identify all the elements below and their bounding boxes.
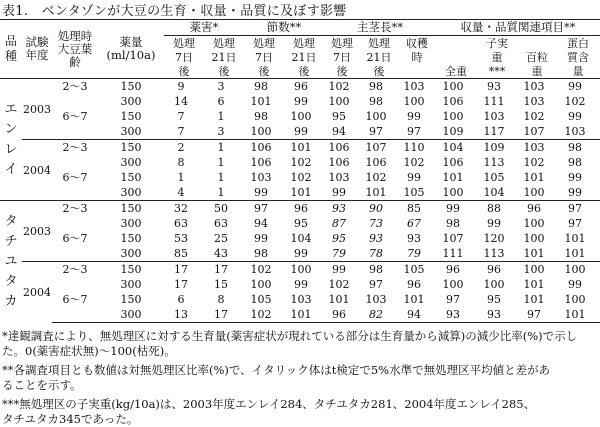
value-cell: 93 [436,307,476,323]
value-cell: 100 [328,95,350,108]
value-cell: 97 [407,125,421,138]
stage-cell: 6～7 [62,171,88,184]
value-cell: 50 [204,201,244,217]
value-cell: 8 [217,293,225,306]
value-cell: 106 [324,140,360,156]
value-cell: 109 [442,125,464,138]
value-cell: 99 [407,110,421,123]
value-cell: 100 [250,278,272,291]
value-cell: 79 [407,247,421,260]
year-cell: 2004 [22,262,52,323]
value-cell: 105 [250,293,272,306]
value-cell: 93 [476,79,518,95]
value-cell: 102 [290,156,312,169]
value-cell: 79 [332,247,346,260]
footnote-1a: *達観調査により、無処理区に対する生育量(薬害症状が現れている部分は生育量から減算)の減少比率(%)で示し [2,329,578,343]
value-cell: 105 [398,262,436,278]
header-seed-l3: *** [476,64,518,79]
value-cell: 93 [407,232,421,245]
value-cell: 100 [442,186,464,199]
value-cell: 106 [244,140,284,156]
value-cell: 100 [518,262,556,278]
value-cell: 95 [332,110,346,123]
value-cell: 100 [523,232,545,245]
value-cell: 102 [523,110,545,123]
dose-cell: 150 [120,293,142,306]
value-cell: 97 [446,293,461,306]
value-cell: 95 [487,293,502,306]
value-cell: 100 [403,95,425,108]
table-row [0,185,600,201]
value-cell: 9 [164,79,204,95]
value-cell: 13 [164,307,204,323]
header-damage-7d-l3: 後 [164,64,204,79]
variety-cell: エンレイ [0,79,22,201]
value-cell: 111 [442,247,464,260]
value-cell: 8 [177,156,185,169]
value-cell: 100 [250,125,272,138]
value-cell: 101 [250,95,272,108]
footnote-3b: タチユタカ345であった。 [2,412,139,426]
value-cell: 100 [564,293,586,306]
value-cell: 103 [250,171,272,184]
header-nodes-group: 節数** [244,20,324,36]
value-cell: 107 [442,232,464,245]
value-cell: 103 [483,110,505,123]
stage-cell: 6～7 [62,110,88,123]
value-cell: 87 [332,217,346,230]
value-cell: 113 [483,247,505,260]
value-cell: 100 [284,262,324,278]
value-cell: 98 [244,79,284,95]
value-cell: 85 [174,247,188,260]
value-cell: 7 [177,110,185,123]
header-protein-l1: 蛋白 [567,36,590,50]
value-cell: 99 [294,95,308,108]
value-cell: 95 [294,217,308,230]
value-cell: 103 [398,79,436,95]
value-cell: 99 [568,186,583,199]
header-stem-harvest-l2: 時 [411,50,423,64]
value-cell: 106 [328,156,350,169]
value-cell: 102 [403,156,425,169]
header-seed-l2: 重 [491,50,503,64]
value-cell: 107 [523,125,545,138]
value-cell: 97 [369,125,383,138]
value-cell: 98 [446,217,461,230]
value-cell: 100 [436,79,476,95]
dose-cell: 300 [120,247,142,260]
table-row [0,277,600,292]
value-cell: 53 [174,232,188,245]
value-cell: 17 [204,262,244,278]
header-nodes-21d-l1: 処理 [293,36,315,50]
value-cell: 67 [407,217,421,230]
header-yield-group: 収量・品質関連項目** [436,20,600,36]
value-cell: 113 [483,156,505,169]
value-cell: 99 [487,217,502,230]
value-cell: 101 [365,186,387,199]
dose-cell: 150 [98,140,164,156]
value-cell: 100 [523,217,545,230]
header-protein-l3: 量 [556,64,600,79]
value-cell: 106 [442,95,464,108]
header-nodes-7d-l2: 7日 [255,50,273,64]
value-cell: 96 [436,262,476,278]
stage-cell [52,307,98,323]
dose-cell: 150 [98,262,164,278]
value-cell: 100 [290,110,312,123]
value-cell: 109 [476,140,518,156]
stage-cell: 6～7 [62,293,88,306]
value-cell: 103 [328,171,350,184]
value-cell: 97 [556,201,600,217]
value-cell: 63 [214,217,228,230]
header-hundred-l1: 百粒 [526,50,549,64]
value-cell: 97 [568,217,583,230]
value-cell: 102 [324,79,360,95]
value-cell: 106 [250,156,272,169]
header-damage-7d-l1: 処理 [173,36,195,50]
value-cell: 3 [217,125,225,138]
value-cell: 102 [523,156,545,169]
value-cell: 63 [174,217,188,230]
value-cell: 106 [442,156,464,169]
value-cell: 99 [568,171,583,184]
value-cell: 103 [365,293,387,306]
value-cell: 82 [360,307,398,323]
header-nodes-7d-l1: 処理 [253,36,275,50]
table-row [0,155,600,170]
value-cell: 93 [369,232,383,245]
table-row [0,307,600,323]
table-row [0,79,600,95]
dose-cell: 150 [98,201,164,217]
table-row [0,216,600,231]
value-cell: 100 [483,278,505,291]
value-cell: 88 [476,201,518,217]
header-stem-21d-l1: 処理 [368,36,390,50]
value-cell: 96 [476,262,518,278]
header-nodes-21d-l3: 後 [284,64,324,79]
year-cell: 2004 [22,140,52,201]
value-cell: 98 [360,262,398,278]
value-cell: 101 [523,278,545,291]
table-row [0,140,600,156]
dose-cell: 300 [120,95,142,108]
value-cell: 99 [294,125,308,138]
value-cell: 99 [254,232,268,245]
value-cell: 100 [365,110,387,123]
value-cell: 96 [284,201,324,217]
value-cell: 97 [244,201,284,217]
value-cell: 96 [324,307,360,323]
value-cell: 103 [523,95,545,108]
value-cell: 102 [328,278,350,291]
value-cell: 17 [164,262,204,278]
dose-cell: 150 [120,110,142,123]
value-cell: 101 [556,307,600,323]
dose-cell: 300 [120,156,142,169]
value-cell: 111 [483,95,505,108]
results-table [0,19,600,323]
stage-cell: 2～3 [52,201,98,217]
value-cell: 78 [369,247,383,260]
value-cell: 17 [204,307,244,323]
value-cell: 97 [518,307,556,323]
value-cell: 101 [403,293,425,306]
header-stem-7d-l3: 後 [324,64,360,79]
value-cell: 101 [328,293,350,306]
value-cell: 96 [518,201,556,217]
value-cell: 7 [177,125,185,138]
dose-cell: 150 [120,232,142,245]
value-cell: 99 [254,186,268,199]
stage-cell [52,124,98,140]
value-cell: 1 [217,171,225,184]
value-cell: 105 [403,186,425,199]
value-cell: 99 [568,278,583,291]
value-cell: 98 [556,140,600,156]
value-cell: 97 [369,278,383,291]
year-cell: 2003 [22,79,52,140]
value-cell: 101 [290,186,312,199]
header-whole: 全重 [436,64,476,79]
value-cell: 101 [442,171,464,184]
value-cell: 96 [284,79,324,95]
footnote-3a: ***無処理区の子実重(kg/10a)は、2003年度エンレイ284、タチユタカ281、2004年度エンレイ285、 [2,397,536,411]
value-cell: 103 [290,293,312,306]
value-cell: 1 [217,186,225,199]
value-cell: 105 [483,171,505,184]
header-stem-group: 主茎長** [324,20,436,36]
footnote-2a: **各調査項目とも数値は対無処理区比率(%)で、イタリック体はt検定で5%水準で無処理区平均値と差があ [2,363,551,377]
value-cell: 103 [518,140,556,156]
header-dose: 薬量 (ml/10a) [98,20,164,79]
table-row [0,109,600,124]
value-cell: 101 [284,140,324,156]
value-cell: 100 [556,262,600,278]
dose-cell: 150 [98,79,164,95]
value-cell: 106 [365,156,387,169]
value-cell: 32 [164,201,204,217]
value-cell: 4 [177,186,185,199]
value-cell: 99 [332,186,346,199]
value-cell: 98 [254,110,268,123]
value-cell: 107 [360,140,398,156]
value-cell: 101 [564,232,586,245]
header-hundred-l2: 重 [518,64,556,79]
dose-cell: 300 [120,186,142,199]
value-cell: 99 [294,278,308,291]
value-cell: 43 [214,247,228,260]
value-cell: 110 [398,140,436,156]
value-cell: 99 [568,110,583,123]
value-cell: 1 [217,110,225,123]
value-cell: 6 [217,95,225,108]
stage-cell [52,94,98,109]
stage-cell [52,216,98,231]
value-cell: 1 [204,140,244,156]
value-cell: 73 [369,217,383,230]
table-row [0,201,600,217]
stage-cell [52,155,98,170]
stage-cell: 2～3 [52,79,98,95]
value-cell: 102 [564,95,586,108]
value-cell: 1 [177,171,185,184]
value-cell: 93 [476,307,518,323]
value-cell: 99 [324,262,360,278]
header-stem-7d-l1: 処理 [331,36,353,50]
header-damage-21d-l1: 処理 [213,36,235,50]
table-row [0,124,600,140]
value-cell: 25 [214,232,228,245]
header-year: 試験 年度 [22,20,52,79]
stage-cell: 2～3 [52,262,98,278]
value-cell: 117 [483,125,505,138]
value-cell: 17 [174,278,188,291]
value-cell: 102 [244,307,284,323]
value-cell: 104 [436,140,476,156]
value-cell: 3 [204,79,244,95]
header-stage: 処理時 大豆葉 齢 [52,20,98,79]
value-cell: 104 [483,186,505,199]
table-row [0,170,600,185]
value-cell: 101 [523,293,545,306]
value-cell: 1 [217,156,225,169]
table-row [0,246,600,262]
dose-cell: 300 [120,125,142,138]
value-cell: 100 [442,110,464,123]
value-cell: 94 [254,217,268,230]
value-cell: 99 [294,247,308,260]
stage-cell [52,246,98,262]
value-cell: 104 [290,232,312,245]
value-cell: 101 [523,171,545,184]
header-stem-21d-l3: 後 [360,64,398,79]
value-cell: 96 [407,278,421,291]
value-cell: 98 [369,95,383,108]
value-cell: 85 [398,201,436,217]
value-cell: 103 [564,125,586,138]
value-cell: 94 [332,125,346,138]
value-cell: 101 [523,247,545,260]
header-damage-21d-l2: 21日 [211,50,237,64]
value-cell: 100 [523,186,545,199]
value-cell: 15 [214,278,228,291]
table-title: 表1. ベンタゾンが大豆の生育・収量・品質に及ぼす影響 [2,4,347,19]
table-row [0,94,600,109]
value-cell: 102 [244,262,284,278]
variety-cell: タチユタカ [0,201,22,323]
dose-cell: 300 [120,278,142,291]
stage-cell [52,185,98,201]
stage-cell: 2～3 [52,140,98,156]
dose-cell: 150 [120,171,142,184]
stage-cell [52,277,98,292]
header-protein-l2: 質含 [567,50,590,64]
value-cell: 98 [568,156,583,169]
value-cell: 98 [254,247,268,260]
value-cell: 101 [564,247,586,260]
value-cell: 98 [360,79,398,95]
value-cell: 103 [518,79,556,95]
year-cell: 2003 [22,201,52,262]
stage-cell: 6～7 [62,232,88,245]
value-cell: 99 [436,201,476,217]
value-cell: 101 [284,307,324,323]
dose-cell: 300 [98,307,164,323]
value-cell: 94 [398,307,436,323]
header-seed-l1: 子実 [486,36,509,50]
value-cell: 6 [177,293,185,306]
table-row [0,292,600,307]
value-cell: 2 [164,140,204,156]
value-cell: 100 [442,278,464,291]
value-cell: 102 [290,171,312,184]
header-stem-harvest-l1: 収穫 [406,36,428,50]
value-cell: 93 [324,201,360,217]
dose-cell: 300 [120,217,142,230]
footnote-2b: ることを示す。 [2,378,82,392]
value-cell: 102 [365,171,387,184]
value-cell: 95 [332,232,346,245]
value-cell: 120 [483,232,505,245]
header-stem-7d-l2: 7日 [333,50,351,64]
header-stem-21d-l2: 21日 [366,50,392,64]
header-nodes-21d-l2: 21日 [291,50,317,64]
header-damage-group: 薬害* [164,20,244,36]
footnote-1b: た。0(薬害症状無)～100(枯死)。 [2,344,176,358]
header-damage-7d-l2: 7日 [175,50,193,64]
value-cell: 99 [407,171,421,184]
table-row [0,231,600,246]
value-cell: 90 [360,201,398,217]
header-nodes-7d-l3: 後 [244,64,284,79]
value-cell: 99 [556,79,600,95]
value-cell: 14 [174,95,188,108]
header-variety: 品種 [0,20,22,79]
header-damage-21d-l3: 後 [204,64,244,79]
table-row [0,262,600,278]
